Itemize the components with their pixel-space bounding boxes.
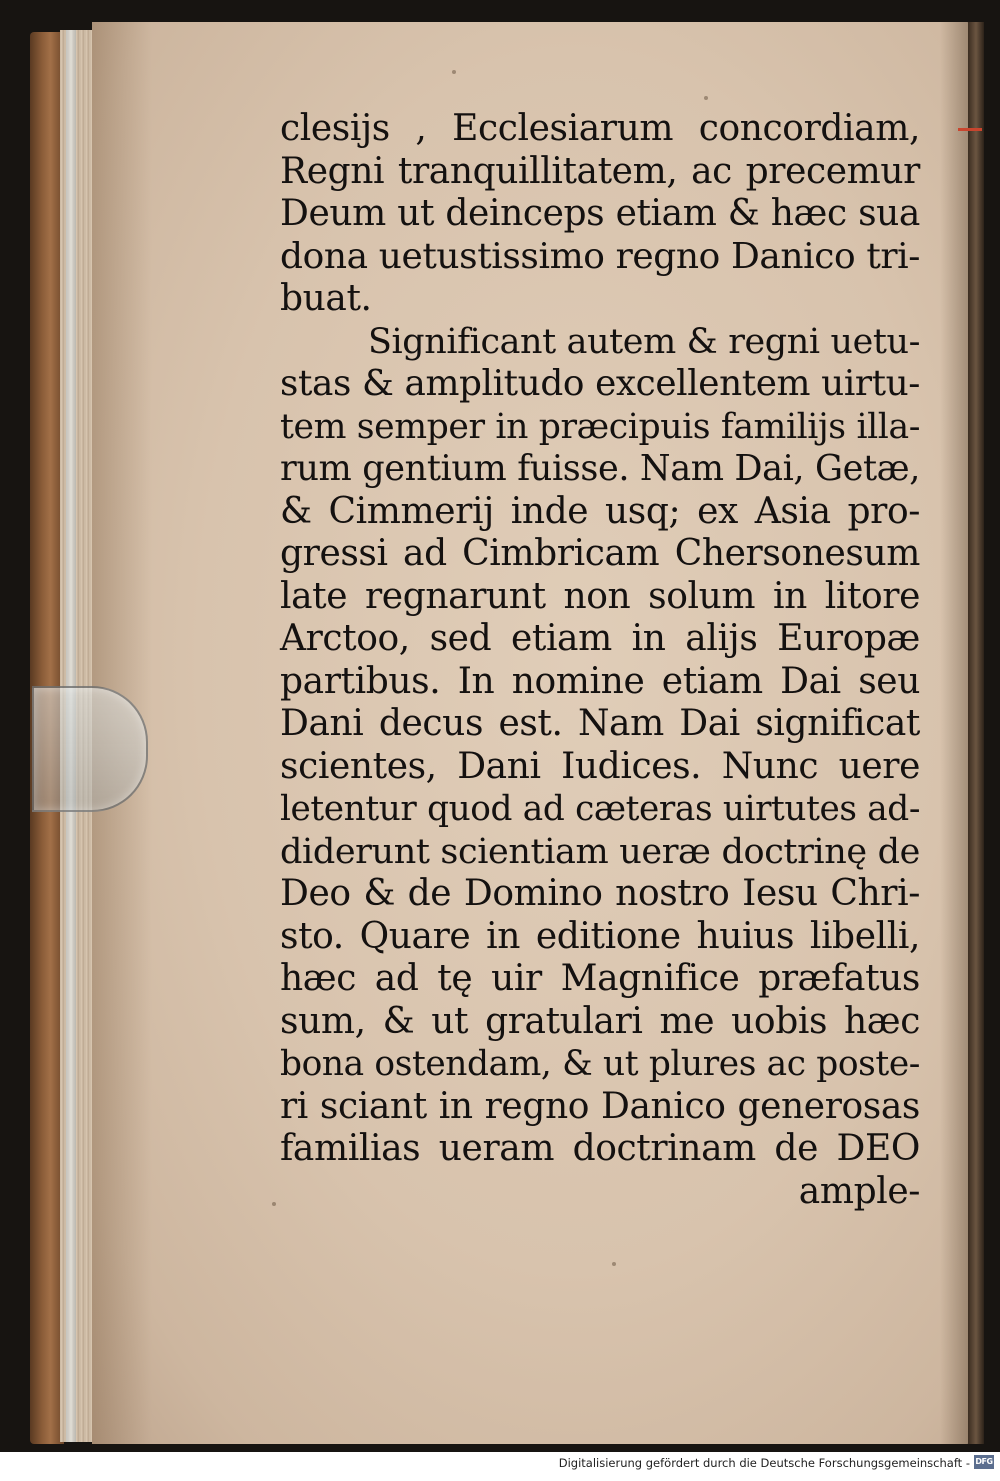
text-line: Regni tranquillitatem, ac precemur: [280, 150, 920, 192]
text-line: diderunt scientiam ueræ doctrinę de: [280, 830, 920, 872]
text-line: sto. Quare in editione huius libelli,: [280, 915, 920, 957]
paper-speck: [272, 1202, 276, 1206]
text-line: bona ostendam, & ut plures ac poste-: [280, 1044, 920, 1084]
dfg-logo: DFG: [974, 1455, 994, 1469]
text-line: dona uetustissimo regno Danico tri-: [280, 235, 920, 277]
text-line: Significant autem & regni uetu-: [368, 321, 920, 362]
text-line: hæc ad tę uir Magnifice præfatus: [280, 958, 920, 999]
text-line: clesijs , Ecclesiarum concordiam,: [280, 108, 920, 149]
text-line: scientes, Dani Iudices. Nunc uere: [280, 745, 920, 787]
page-clip: [32, 686, 148, 812]
text-line: buat.: [280, 278, 372, 319]
text-line: rum gentium fuisse. Nam Dai, Getæ,: [280, 448, 920, 489]
catchword: ample-: [798, 1170, 920, 1212]
edge-mark: [958, 128, 982, 131]
text-line: Deum ut deinceps etiam & hæc sua: [280, 193, 920, 234]
text-line: Dani decus est. Nam Dai significat: [280, 703, 920, 744]
paper-speck: [452, 70, 456, 74]
paper-speck: [612, 1262, 616, 1266]
text-line: stas & amplitudo excellentem uirtu-: [280, 363, 920, 404]
text-line: sum, & ut gratulari me uobis hæc: [280, 1000, 920, 1042]
text-line: gressi ad Cimbricam Chersonesum: [280, 533, 920, 574]
text-line: Deo & de Domino nostro Iesu Chri-: [280, 873, 920, 914]
printed-text: [280, 108, 920, 1213]
paper-speck: [704, 96, 708, 100]
text-line: & Cimmerij inde usq; ex Asia pro-: [280, 490, 920, 532]
text-line: Arctoo, sed etiam in alijs Europæ: [280, 618, 920, 659]
binding-right-edge: [968, 22, 984, 1444]
footer-credit: Digitalisierung gefördert durch die Deutsche Forschungsgemeinschaft -: [558, 1456, 970, 1470]
text-line: letentur quod ad cæteras uirtutes ad-: [280, 789, 920, 829]
text-line: familias ueram doctrinam de DEO: [280, 1128, 920, 1169]
text-line: late regnarunt non solum in litore: [280, 575, 920, 617]
text-line: tem semper in præcipuis familijs illa-: [280, 406, 920, 447]
text-line: partibus. In nomine etiam Dai seu: [280, 660, 920, 702]
text-line: ri sciant in regno Danico generosas: [280, 1085, 920, 1127]
